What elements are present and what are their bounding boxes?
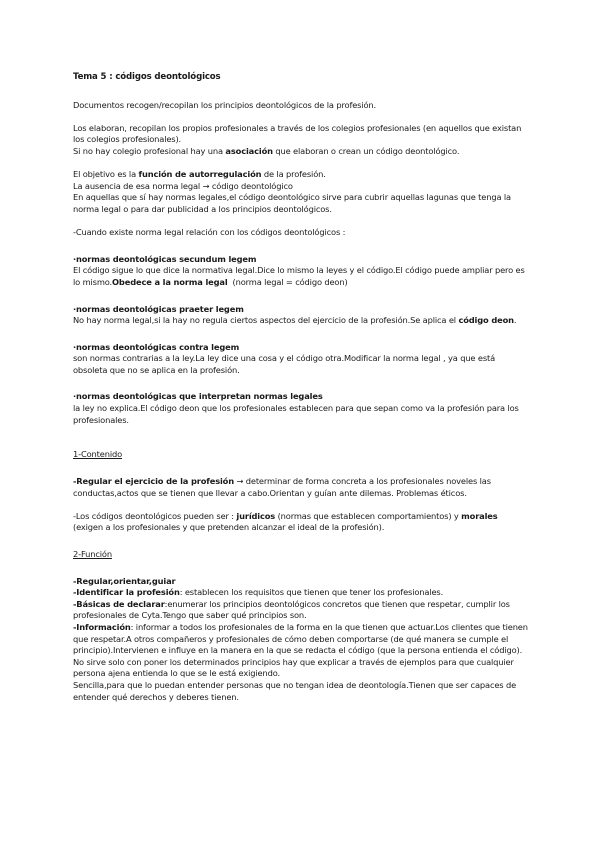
text-run: No hay norma legal,si la hay no regula ciertos aspectos del ejercicio de la profesión.Se aplica el	[73, 315, 459, 326]
text-run: (exigen a los profesionales y que pretenden alcanzar el ideal de la profesión).	[73, 522, 385, 533]
text-run: (normas que establecen comportamientos) y	[275, 510, 462, 521]
bold-codigo-deon: código deon	[458, 315, 514, 326]
text-run: de la profesión.	[261, 169, 326, 180]
bold-autorregulacion: función de autorregulación	[138, 169, 262, 180]
text-run: .	[513, 315, 517, 326]
spacer	[73, 426, 528, 449]
text-run: : informar a todos los profesionales de la forma en la que tienen que actuar.Los clientes que tienen que respetar.A otros compañeros y profesionales de cómo deben comportarse (de qué manera se cumple el principio).Intervienen e influye en la manera en la que se redacta el código (que la persona entienda el código). No sirve solo con poner los determinados principios hay que explicar a través de ejemplos para que cualquier persona ajena entienda lo que se le está exigiendo.	[73, 621, 528, 679]
bold-informacion: -Información	[73, 621, 131, 632]
funcion-sencilla: Sencilla,para que lo puedan entender personas que no tengan idea de deontología.Tienen que ser capaces de entender qué derechos y deberes tienen.	[73, 679, 517, 702]
funcion-informacion	[73, 622, 528, 680]
bold-asociacion: asociación	[225, 145, 273, 156]
text-run: El objetivo es la	[73, 169, 139, 180]
paragraph-regular-ejercicio	[73, 476, 528, 499]
heading-interpretan: ·normas deontológicas que interpretan normas legales	[73, 391, 323, 402]
paragraph-elaboran: Los elaboran, recopilan los propios profesionales a través de los colegios profesionales (en aquellos que existan los colegios profesionales).	[73, 122, 522, 145]
text-run: El código sigue lo que dice la normativa legal.Dice lo mismo la leyes y el código.El código puede ampliar pero es lo mismo.	[73, 265, 525, 287]
text-run: :enumerar los principios deontológicos concretos que tienen que respetar, cumplir los profesionales de Cyta.Tengo que saber qué principios son.	[73, 598, 510, 621]
paragraph-secundum-legem	[73, 265, 528, 288]
heading-contra-legem: ·normas deontológicas contra legem	[73, 341, 240, 352]
text-run: Si no hay colegio profesional hay una	[73, 145, 226, 156]
paragraph-tipos-codigos	[73, 511, 528, 534]
bold-basicas: -Básicas de declarar	[73, 598, 165, 609]
paragraph-praeter-legem	[73, 315, 528, 327]
heading-secundum-legem: ·normas deontológicas secundum legem	[73, 253, 257, 264]
bold-regular-ejercicio: -Regular el ejercicio de la profesión	[73, 476, 234, 487]
bold-identificar: -Identificar la profesión	[73, 587, 180, 598]
bold-obedece: Obedece a la norma legal	[112, 276, 228, 287]
paragraph-objetivo	[73, 169, 528, 181]
paragraph-contra-legem: son normas contrarias a la ley.La ley dice una cosa y el código otra.Modificar la norma legal , ya que está obsoleta que no se aplica en la profesión.	[73, 353, 496, 375]
funcion-basicas	[73, 599, 528, 622]
text-run: -Los códigos deontológicos pueden ser :	[73, 510, 237, 521]
paragraph-relacion: -Cuando existe norma legal relación con los códigos deontológicos :	[73, 227, 346, 238]
paragraph-ausencia: La ausencia de esa norma legal → código deontológico	[73, 180, 293, 191]
section-funcion-title: 2-Función	[73, 549, 112, 559]
paragraph-asociacion	[73, 146, 528, 158]
heading-praeter-legem: ·normas deontológicas praeter legem	[73, 303, 244, 314]
text-run: : establecen los requisitos que tienen que tener los profesionales.	[179, 587, 444, 598]
document-page	[73, 72, 528, 703]
bold-juridicos: jurídicos	[236, 510, 276, 521]
funcion-regular: -Regular,orientar,guiar	[73, 575, 176, 586]
paragraph-interpretan: la ley no explica.El código deon que los profesionales establecen para que sepan como va la profesión para los profesionales.	[73, 403, 519, 425]
bold-morales: morales	[461, 510, 498, 521]
intro-paragraph: Documentos recogen/recopilan los principios deontológicos de la profesión.	[73, 99, 377, 110]
text-run: que elaboran o crean un código deontológico.	[272, 145, 460, 156]
section-contenido-title: 1-Contenido	[73, 449, 123, 460]
text-run: (norma legal = código deon)	[227, 276, 348, 287]
document-title: Tema 5 : códigos deontológicos	[73, 72, 221, 82]
funcion-identificar	[73, 587, 528, 599]
text-run: → determinar de forma concreta a los profesionales noveles las conductas,actos que se tienen que llevar a cabo.Orientan y guían ante dilemas. Problemas éticos.	[73, 476, 491, 498]
paragraph-lagunas: En aquellas que sí hay normas legales,el código deontológico sirve para cubrir aquellas lagunas que tenga la norma legal o para dar publicidad a los principios deontológicos.	[73, 192, 511, 214]
